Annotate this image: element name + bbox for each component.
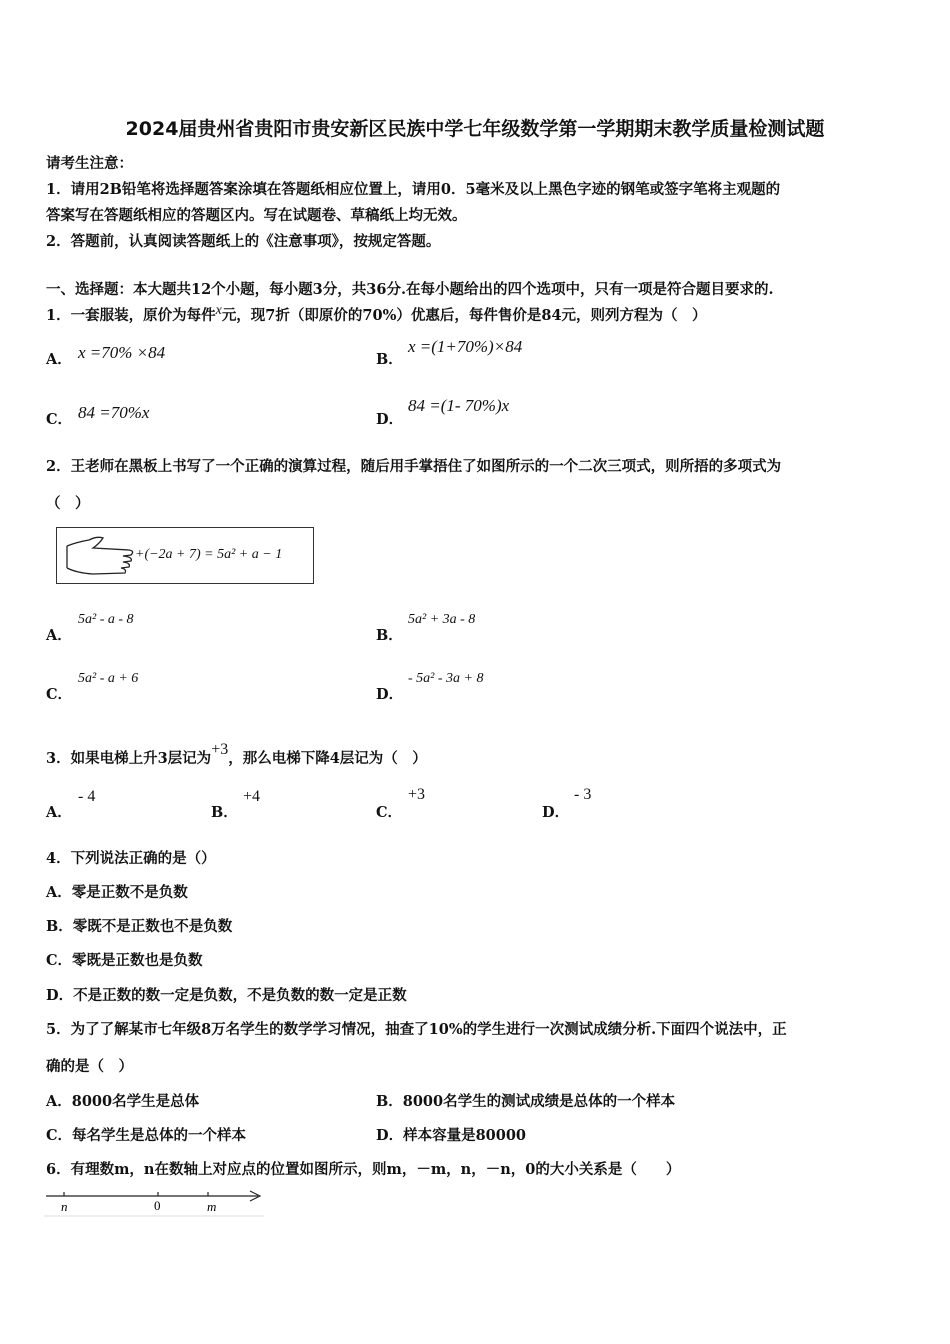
q3-option-c-math: +3 [408, 786, 426, 803]
q3-option-b-math: +4 [243, 788, 261, 805]
q5-option-c: C．每名学生是总体的一个样本 [46, 1127, 247, 1144]
question-5-stem-cont: 确的是（ ） [46, 1058, 133, 1075]
q5-option-a: A．8000名学生是总体 [46, 1093, 200, 1110]
question-2-stem: 2．王老师在黑板上书写了一个正确的演算过程，随后用手掌捂住了如图所示的一个二次三项式，则所捂的多项式为 [46, 458, 782, 475]
q2-option-a-math: 5a² - a - 8 [78, 612, 134, 627]
q3-option-a-label: A． [46, 804, 72, 821]
q1-option-d-math: 84 =(1- 70%)x [408, 396, 510, 415]
page-title: 2024届贵州省贵阳市贵安新区民族中学七年级数学第一学期期末教学质量检测试题 [125, 118, 825, 140]
notice-item-2: 2．答题前，认真阅读答题纸上的《注意事项》，按规定答题。 [46, 233, 441, 250]
label-0: 0 [154, 1198, 161, 1213]
q4-option-d: D．不是正数的数一定是负数，不是负数的数一定是正数 [46, 987, 407, 1004]
question-3-stem [46, 741, 427, 768]
q4-option-b: B．零既不是正数也不是负数 [46, 918, 233, 935]
hand-icon [63, 528, 141, 583]
question-2-stem-cont: （ ） [46, 495, 90, 512]
q2-option-c-label: C． [46, 686, 73, 703]
hand-equation-text: +(−2a + 7) = 5a² + a − 1 [135, 547, 283, 562]
notice-heading: 请考生注意： [46, 155, 133, 172]
number-line-figure [44, 1186, 266, 1218]
q3-option-b-label: B． [211, 804, 238, 821]
q3-stem-math: +3 [211, 741, 229, 758]
q1-stem-var: x [215, 303, 222, 318]
question-5-stem: 5．为了了解某市七年级8万名学生的数学学习情况，抽查了10%的学生进行一次测试成绩分析.下面四个说法中，正 [46, 1021, 787, 1038]
q3-stem-a: 3．如果电梯上升3层记为 [46, 750, 212, 767]
label-n: n [61, 1199, 68, 1214]
q5-option-b: B．8000名学生的测试成绩是总体的一个样本 [376, 1093, 676, 1110]
q1-stem-b: 元，现7折（即原价的70%）优惠后，每件售价是84元，则列方程为（ ） [221, 307, 707, 324]
q4-option-c: C．零既是正数也是负数 [46, 952, 203, 969]
label-m: m [207, 1199, 217, 1214]
q3-option-d-label: D． [542, 804, 570, 821]
q1-stem-a: 1．一套服装，原价为每件 [46, 307, 216, 324]
q2-option-d-math: - 5a² - 3a + 8 [408, 671, 484, 686]
question-1-stem [46, 303, 707, 325]
q1-option-d-label: D． [376, 411, 404, 428]
notice-item-1-cont: 答案写在答题纸相应的答题区内。写在试题卷、草稿纸上均无效。 [46, 207, 467, 224]
hand-equation-figure [56, 527, 314, 584]
q1-option-a-math: x =70% ×84 [78, 343, 166, 362]
q2-option-c-math: 5a² - a + 6 [78, 671, 139, 686]
q1-option-a-label: A． [46, 351, 72, 368]
q3-option-a-math: - 4 [78, 788, 96, 805]
q3-option-c-label: C． [376, 804, 403, 821]
q1-option-c-math: 84 =70%x [78, 403, 150, 422]
notice-item-1: 1．请用2B铅笔将选择题答案涂填在答题纸相应位置上，请用0．5毫米及以上黑色字迹的钢笔或签字笔将主观题的 [46, 181, 781, 198]
q3-stem-b: ，那么电梯下降4层记为（ ） [228, 750, 427, 767]
q2-option-b-math: 5a² + 3a - 8 [408, 612, 476, 627]
question-6-stem: 6．有理数m，n在数轴上对应点的位置如图所示，则m，－m，n，－n，0的大小关系是（ ） [46, 1161, 681, 1178]
q1-option-b-label: B． [376, 351, 403, 368]
q2-option-d-label: D． [376, 686, 404, 703]
question-4-stem: 4．下列说法正确的是（） [46, 850, 216, 867]
q3-option-d-math: - 3 [574, 786, 592, 803]
q4-option-a: A．零是正数不是负数 [46, 884, 188, 901]
section-heading: 一、选择题：本大题共12个小题，每小题3分，共36分.在每小题给出的四个选项中，只有一项是符合题目要求的. [46, 281, 774, 298]
q2-option-b-label: B． [376, 627, 403, 644]
q5-option-d: D．样本容量是80000 [376, 1127, 527, 1144]
q1-option-b-math: x =(1+70%)×84 [408, 337, 523, 356]
q2-option-a-label: A． [46, 627, 72, 644]
q1-option-c-label: C． [46, 411, 73, 428]
